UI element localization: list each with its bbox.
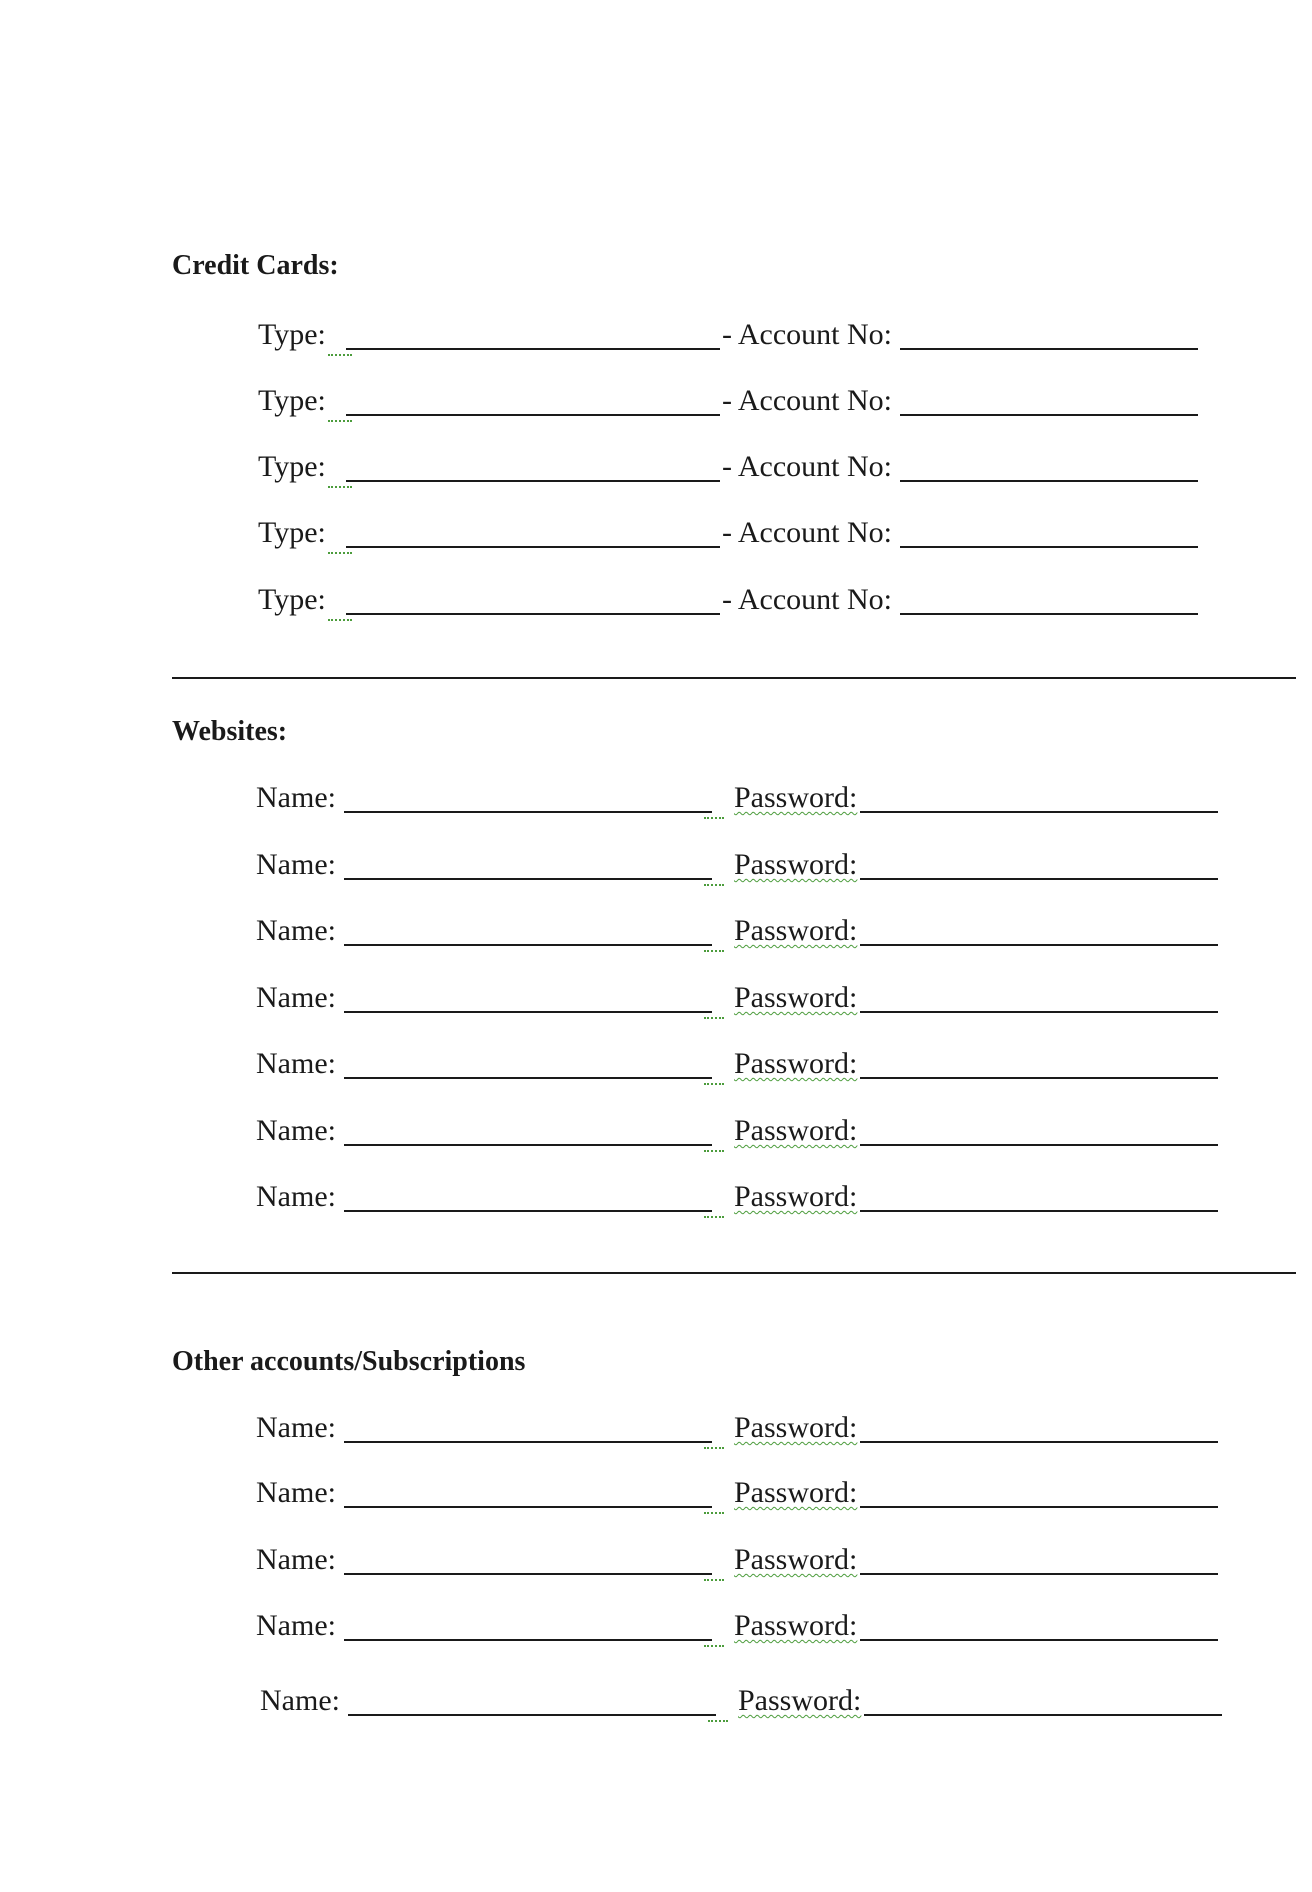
password-field[interactable] [860, 1441, 1218, 1443]
account-no-label: - Account No: [722, 583, 892, 616]
type-label: Type: [258, 516, 326, 549]
account-no-label: - Account No: [722, 318, 892, 351]
name-label: Name: [256, 1411, 336, 1444]
name-field[interactable] [344, 1144, 712, 1146]
type-label: Type: [258, 318, 326, 351]
website-row [0, 848, 1312, 888]
name-field[interactable] [344, 1441, 712, 1443]
name-field[interactable] [344, 1011, 712, 1013]
website-row [0, 1114, 1312, 1154]
password-label: Password: [734, 848, 858, 881]
type-label: Type: [258, 384, 326, 417]
password-field[interactable] [860, 1077, 1218, 1079]
account-no-label: - Account No: [722, 450, 892, 483]
website-row [0, 781, 1312, 821]
password-label: Password: [734, 781, 858, 814]
account-row [0, 1476, 1312, 1516]
name-label: Name: [256, 1180, 336, 1213]
credit-card-row [0, 516, 1312, 556]
account-no-label: - Account No: [722, 384, 892, 417]
password-label: Password: [734, 1114, 858, 1147]
name-field[interactable] [344, 878, 712, 880]
name-label: Name: [260, 1684, 340, 1717]
name-field[interactable] [344, 1506, 712, 1508]
website-row [0, 1047, 1312, 1087]
name-label: Name: [256, 914, 336, 947]
grammar-squiggle [328, 416, 352, 422]
password-field[interactable] [864, 1714, 1222, 1716]
name-field[interactable] [344, 811, 712, 813]
grammar-squiggle [704, 1079, 724, 1085]
grammar-squiggle [328, 350, 352, 356]
section-divider [172, 1272, 1296, 1274]
password-label: Password: [734, 1047, 858, 1080]
grammar-squiggle [704, 1212, 724, 1218]
account-row [0, 1543, 1312, 1583]
type-field[interactable] [346, 414, 720, 416]
grammar-squiggle [704, 813, 724, 819]
grammar-squiggle [704, 1013, 724, 1019]
name-label: Name: [256, 848, 336, 881]
website-row [0, 981, 1312, 1021]
other-accounts-heading: Other accounts/Subscriptions [172, 1346, 526, 1377]
password-label: Password: [734, 1476, 858, 1509]
password-field[interactable] [860, 878, 1218, 880]
credit-card-row [0, 583, 1312, 623]
password-label: Password: [734, 1411, 858, 1444]
account-no-field[interactable] [900, 613, 1198, 615]
password-label: Password: [738, 1684, 862, 1717]
name-field[interactable] [344, 1573, 712, 1575]
password-field[interactable] [860, 1210, 1218, 1212]
credit-card-row [0, 450, 1312, 490]
password-field[interactable] [860, 811, 1218, 813]
name-label: Name: [256, 1114, 336, 1147]
name-field[interactable] [344, 1639, 712, 1641]
account-row [4, 1684, 1312, 1724]
account-no-field[interactable] [900, 480, 1198, 482]
password-label: Password: [734, 1609, 858, 1642]
grammar-squiggle [708, 1716, 728, 1722]
websites-heading: Websites: [172, 716, 288, 747]
grammar-squiggle [704, 1146, 724, 1152]
grammar-squiggle [328, 548, 352, 554]
grammar-squiggle [704, 1443, 724, 1449]
password-label: Password: [734, 1543, 858, 1576]
account-no-field[interactable] [900, 546, 1198, 548]
name-field[interactable] [344, 1210, 712, 1212]
account-no-field[interactable] [900, 414, 1198, 416]
credit-cards-heading: Credit Cards: [172, 250, 339, 281]
account-no-label: - Account No: [722, 516, 892, 549]
account-row [0, 1411, 1312, 1451]
type-field[interactable] [346, 348, 720, 350]
type-label: Type: [258, 450, 326, 483]
name-label: Name: [256, 1609, 336, 1642]
password-field[interactable] [860, 1144, 1218, 1146]
type-label: Type: [258, 583, 326, 616]
grammar-squiggle [704, 946, 724, 952]
name-label: Name: [256, 781, 336, 814]
name-field[interactable] [344, 1077, 712, 1079]
grammar-squiggle [328, 615, 352, 621]
grammar-squiggle [328, 482, 352, 488]
grammar-squiggle [704, 1508, 724, 1514]
website-row [0, 1180, 1312, 1220]
name-label: Name: [256, 981, 336, 1014]
grammar-squiggle [704, 1575, 724, 1581]
grammar-squiggle [704, 880, 724, 886]
account-no-field[interactable] [900, 348, 1198, 350]
password-label: Password: [734, 914, 858, 947]
name-field[interactable] [348, 1714, 716, 1716]
type-field[interactable] [346, 480, 720, 482]
password-field[interactable] [860, 1011, 1218, 1013]
password-field[interactable] [860, 1639, 1218, 1641]
type-field[interactable] [346, 613, 720, 615]
password-label: Password: [734, 981, 858, 1014]
account-row [0, 1609, 1312, 1649]
name-label: Name: [256, 1047, 336, 1080]
section-divider [172, 677, 1296, 679]
grammar-squiggle [704, 1641, 724, 1647]
website-row [0, 914, 1312, 954]
password-field[interactable] [860, 944, 1218, 946]
password-label: Password: [734, 1180, 858, 1213]
password-field[interactable] [860, 1573, 1218, 1575]
credit-card-row [0, 318, 1312, 358]
name-label: Name: [256, 1476, 336, 1509]
name-field[interactable] [344, 944, 712, 946]
type-field[interactable] [346, 546, 720, 548]
password-field[interactable] [860, 1506, 1218, 1508]
credit-card-row [0, 384, 1312, 424]
name-label: Name: [256, 1543, 336, 1576]
